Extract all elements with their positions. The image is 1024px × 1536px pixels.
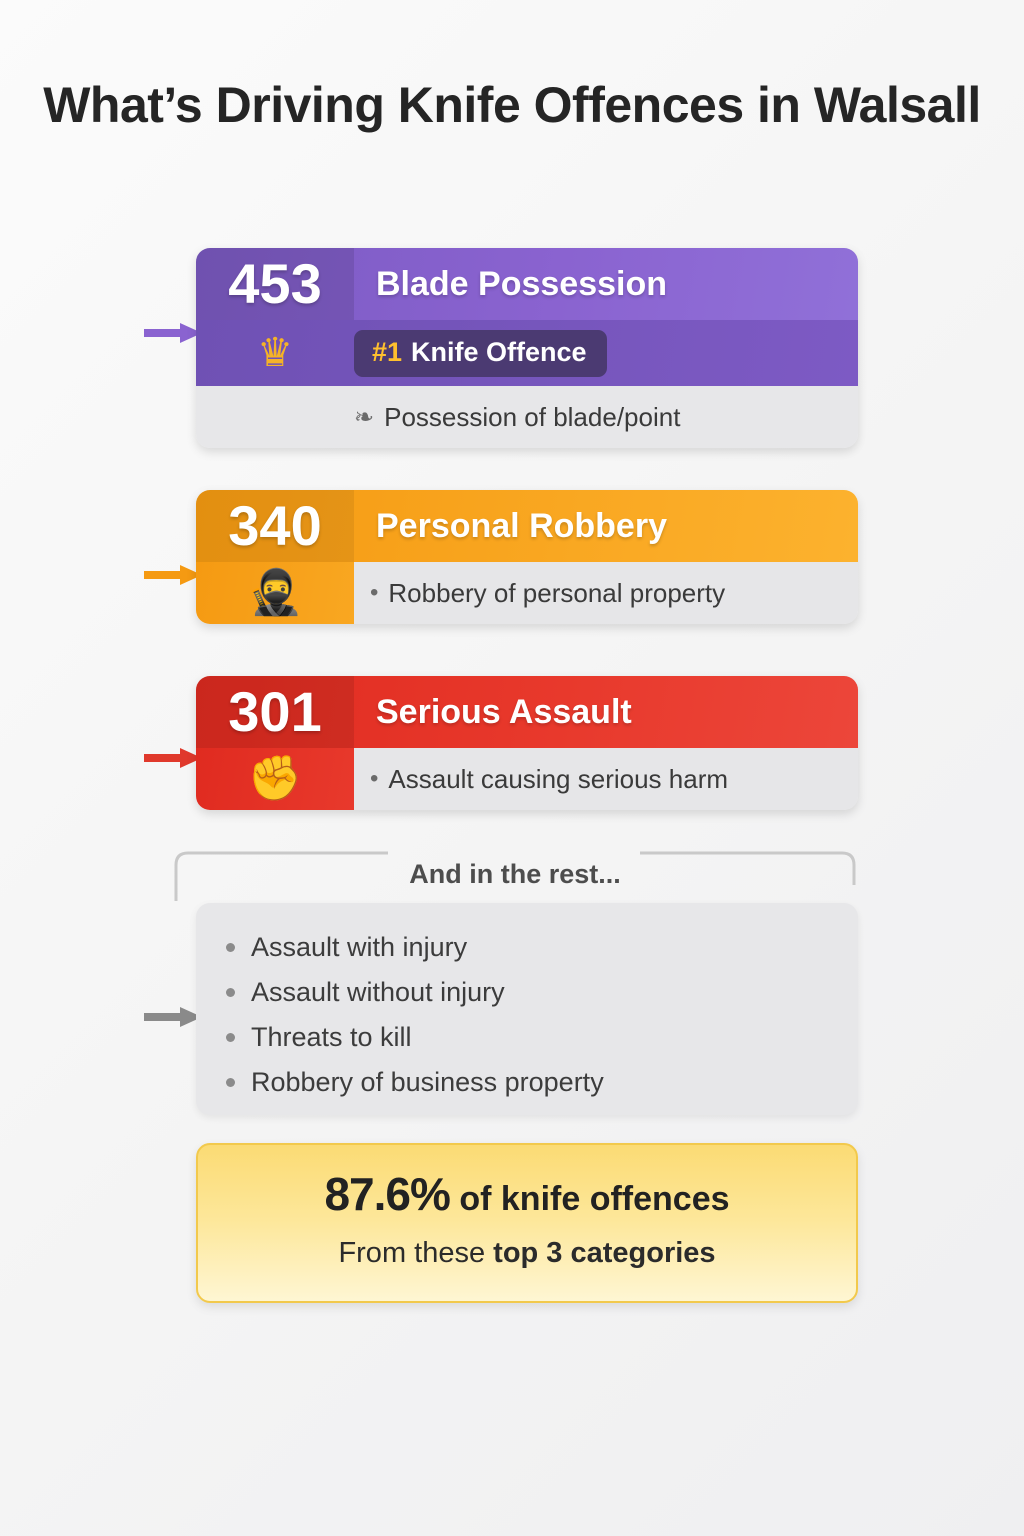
list-item [226,970,858,1015]
bullet-icon [226,988,235,997]
count-value: 453 [228,252,322,315]
card-title: Serious Assault [376,692,632,731]
card-header [196,248,858,320]
bullet-icon [226,1033,235,1042]
list-item-label: Assault with injury [251,932,468,962]
list-item-label: Robbery of business property [251,1067,604,1097]
card-detail [354,748,858,810]
count-box [196,676,354,748]
detail-text: Possession of blade/point [384,401,681,432]
rest-list [196,903,858,1115]
badge-label: Knife Offence [411,336,587,367]
count-value: 340 [228,494,322,557]
fist-icon: ✊ [196,748,354,810]
crown-icon: ♛ [257,331,293,375]
list-item-label: Assault without injury [251,977,505,1007]
detail-text: Robbery of personal property [388,577,726,608]
bullet-icon: • [370,579,379,606]
list-item-label: Threats to kill [251,1022,412,1052]
rest-divider-label: And in the rest... [409,859,621,889]
card-header [196,490,858,562]
card-detail-row [196,386,858,448]
footer-percent-label: of knife offences [449,1180,730,1218]
rest-divider [170,845,860,905]
card-detail [354,562,858,624]
footer-subline-prefix: From these [338,1237,494,1269]
list-item [226,1015,858,1060]
detail-text: Assault causing serious harm [388,763,729,794]
status-badge [354,330,607,377]
card-personal-robbery[interactable] [196,490,858,624]
card-title: Blade Possession [376,264,668,303]
card-detail [354,386,858,448]
footer-stat-card [196,1143,858,1303]
bullet-icon [226,943,235,952]
footer-subline-bold: top 3 categories [493,1237,716,1269]
robber-icon: 🥷 [196,562,354,624]
card-title: Personal Robbery [376,506,667,545]
card-detail-row [196,748,858,810]
bullet-icon: ❧ [354,403,375,431]
card-blade-possession[interactable] [196,248,858,448]
list-item [226,925,858,970]
footer-subline [198,1237,856,1270]
footer-headline [198,1167,856,1221]
count-value: 301 [228,680,322,743]
footer-percent: 87.6% [324,1168,450,1220]
count-box [196,248,354,320]
bullet-icon [226,1078,235,1087]
card-detail-row [196,562,858,624]
rank-badge-row [196,320,858,386]
card-serious-assault[interactable] [196,676,858,810]
card-header [196,676,858,748]
page-title: What’s Driving Knife Offences in Walsall [43,77,981,133]
count-box [196,490,354,562]
detail-spacer [196,386,354,448]
bullet-icon: • [370,765,379,792]
list-item [226,1060,858,1105]
badge-rank: #1 [372,336,403,367]
